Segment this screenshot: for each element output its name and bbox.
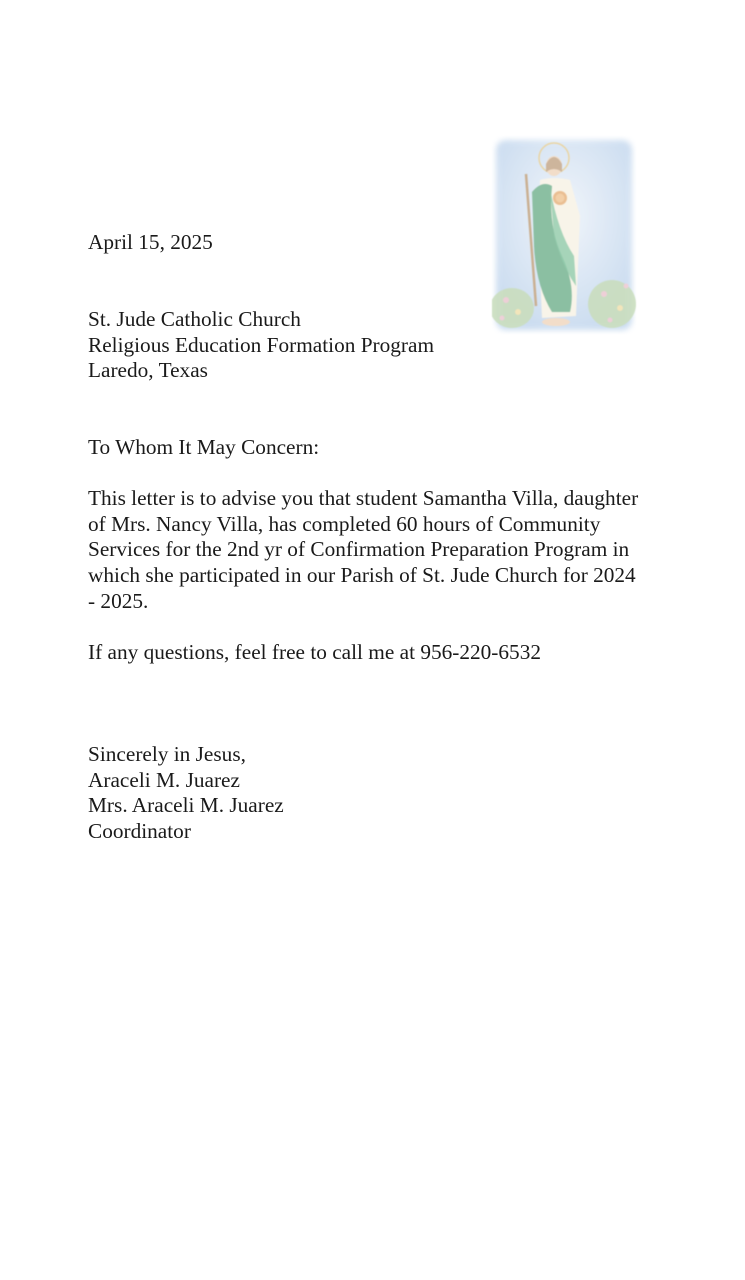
body-line: of Mrs. Nancy Villa, has completed 60 hours of Community [88,511,601,536]
letter-date [88,230,213,256]
recipient-address [88,307,434,384]
address-line: Laredo, Texas [88,358,208,383]
signature-title: Coordinator [88,819,191,844]
signature-full-name: Mrs. Araceli M. Juarez [88,793,284,818]
signature-name: Araceli M. Juarez [88,767,240,792]
salutation-text: To Whom It May Concern: [88,435,320,459]
body-line: Services for the 2nd yr of Confirmation Preparation Program in [88,537,630,562]
body-line: which she participated in our Parish of St. Jude Church for 2024 [88,563,636,588]
body-paragraph [88,486,668,615]
body-line: - 2025. [88,588,149,613]
address-line: St. Jude Catholic Church [88,307,301,331]
contact-paragraph [88,640,541,666]
address-line: Religious Education Formation Program [88,332,435,357]
contact-text: If any questions, feel free to call me at 956-220-6532 [88,640,541,664]
closing-line: Sincerely in Jesus, [88,742,246,766]
date-text: April 15, 2025 [88,230,213,254]
body-line: This letter is to advise you that student Samantha Villa, daughter [88,486,639,510]
closing-signature [88,742,284,845]
salutation [88,435,319,461]
st-jude-image-icon [492,136,636,334]
